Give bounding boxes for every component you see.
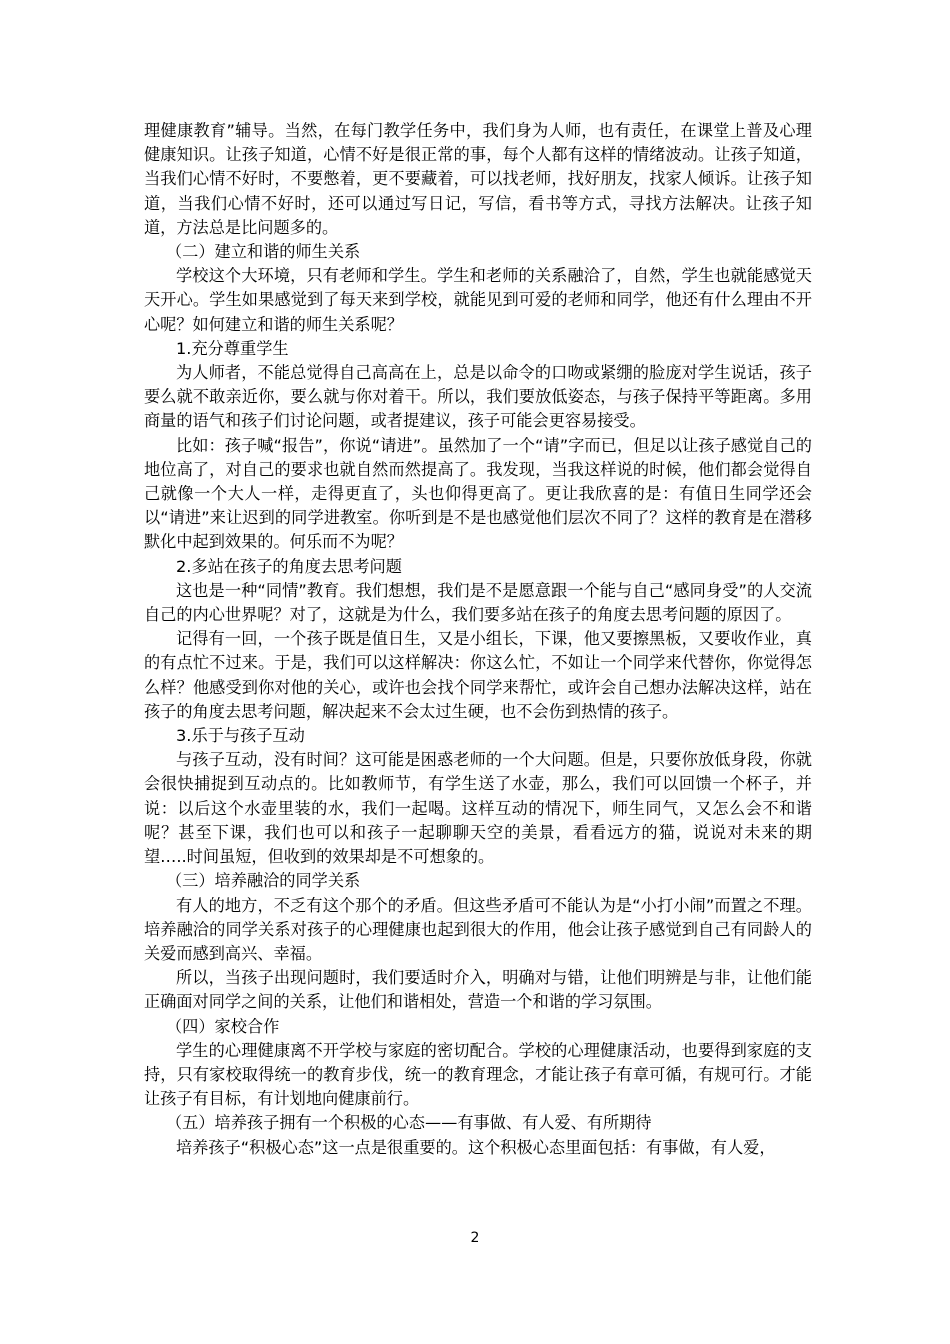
document-body: [144, 119, 812, 1160]
paragraph: 这也是一种“同情”教育。我们想想，我们是不是愿意跟一个能与自己“感同身受”的人交流自己的内心世界呢？对了，这就是为什么，我们要多站在孩子的角度去思考问题的原因了。: [144, 580, 812, 625]
paragraph-continued: 理健康教育”辅导。当然，在每门教学任务中，我们身为人师，也有责任，在课堂上普及心理健康知识。让孩子知道，心情不好是很正常的事，每个人都有这样的情绪波动。让孩子知道，当我们心情不好时，不要憋着，更不要藏着，可以找老师，找好朋友，找家人倾诉。让孩子知道，当我们心情不好时，还可以通过写日记，写信，看书等方式，寻找方法解决。让孩子知道，方法总是比问题多的。: [144, 121, 812, 237]
subheading-interaction: 3.乐于与孩子互动: [176, 726, 305, 746]
section-heading-positive-mindset: （五）培养孩子拥有一个积极的心态——有事做、有人爱、有所期待: [166, 1113, 652, 1133]
paragraph: 比如：孩子喊“报告”，你说“请进”。虽然加了一个“请”字而已，但足以让孩子感觉自己的地位高了，对自己的要求也就自然而然提高了。我发现，当我这样说的时候，他们都会觉得自己就像一个大人一样，走得更直了，头也仰得更高了。更让我欣喜的是：有值日生同学还会以“请进”来让迟到的同学进教室。你听到是不是也感觉他们层次不同了？这样的教育是在潜移默化中起到效果的。何乐而不为呢？: [144, 435, 812, 552]
paragraph: 学生的心理健康离不开学校与家庭的密切配合。学校的心理健康活动，也要得到家庭的支持，只有家校取得统一的教育步伐，统一的教育理念，才能让孩子有章可循，有规可行。才能让孩子有目标，有计划地向健康前行。: [144, 1040, 812, 1109]
paragraph: 学校这个大环境，只有老师和学生。学生和老师的关系融洽了，自然，学生也就能感觉天天开心。学生如果感觉到了每天来到学校，就能见到可爱的老师和同学，他还有什么理由不开心呢？如何建立和谐的师生关系呢？: [144, 266, 812, 334]
paragraph: 记得有一回，一个孩子既是值日生，又是小组长，下课，他又要擦黑板，又要收作业，真的有点忙不过来。于是，我们可以这样解决：你这么忙，不如让一个同学来代替你，你觉得怎么样？他感受到你对他的关心，或许也会找个同学来帮忙，或许会自己想办法解决这样，站在孩子的角度去思考问题，解决起来不会太过生硬，也不会伤到热情的孩子。: [144, 629, 812, 721]
subheading-respect: 1.充分尊重学生: [176, 338, 289, 358]
subheading-perspective: 2.多站在孩子的角度去思考问题: [176, 556, 402, 576]
paragraph: 所以，当孩子出现问题时，我们要适时介入，明确对与错，让他们明辨是与非，让他们能正确面对同学之间的关系，让他们和谐相处，营造一个和谐的学习氛围。: [144, 968, 812, 1012]
paragraph: 有人的地方，不乏有这个那个的矛盾。但这些矛盾可不能认为是“小打小闹”而置之不理。培养融洽的同学关系对孩子的心理健康也起到很大的作用，他会让孩子感觉到自己有同龄人的关爱而感到高兴、幸福。: [144, 895, 812, 963]
page-number: 2: [470, 1230, 480, 1246]
paragraph: 为人师者，不能总觉得自己高高在上，总是以命令的口吻或紧绷的脸庞对学生说话，孩子要么就不敢亲近你，要么就与你对着干。所以，我们要放低姿态，与孩子保持平等距离。多用商量的语气和孩子们讨论问题，或者提建议，孩子可能会更容易接受。: [144, 363, 812, 431]
section-heading-teacher-student: （二）建立和谐的师生关系: [166, 242, 361, 262]
section-heading-home-school: （四）家校合作: [166, 1016, 280, 1036]
paragraph: 与孩子互动，没有时间？这可能是困惑老师的一个大问题。但是，只要你放低身段，你就会很快捕捉到互动点的。比如教师节，有学生送了水壶，那么，我们可以回馈一个杯子，并说：以后这个水壶里装的水，我们一起喝。这样互动的情况下，师生同气，又怎么会不和谐呢？甚至下课，我们也可以和孩子一起聊聊天空的美景，看看远方的猫，说说对未来的期望…..时间虽短，但收到的效果却是不可想象的。: [144, 750, 812, 867]
paragraph: 培养孩子“积极心态”这一点是很重要的。这个积极心态里面包括：有事做，有人爱，: [176, 1137, 776, 1157]
section-heading-classmates: （三）培养融洽的同学关系: [166, 871, 361, 891]
